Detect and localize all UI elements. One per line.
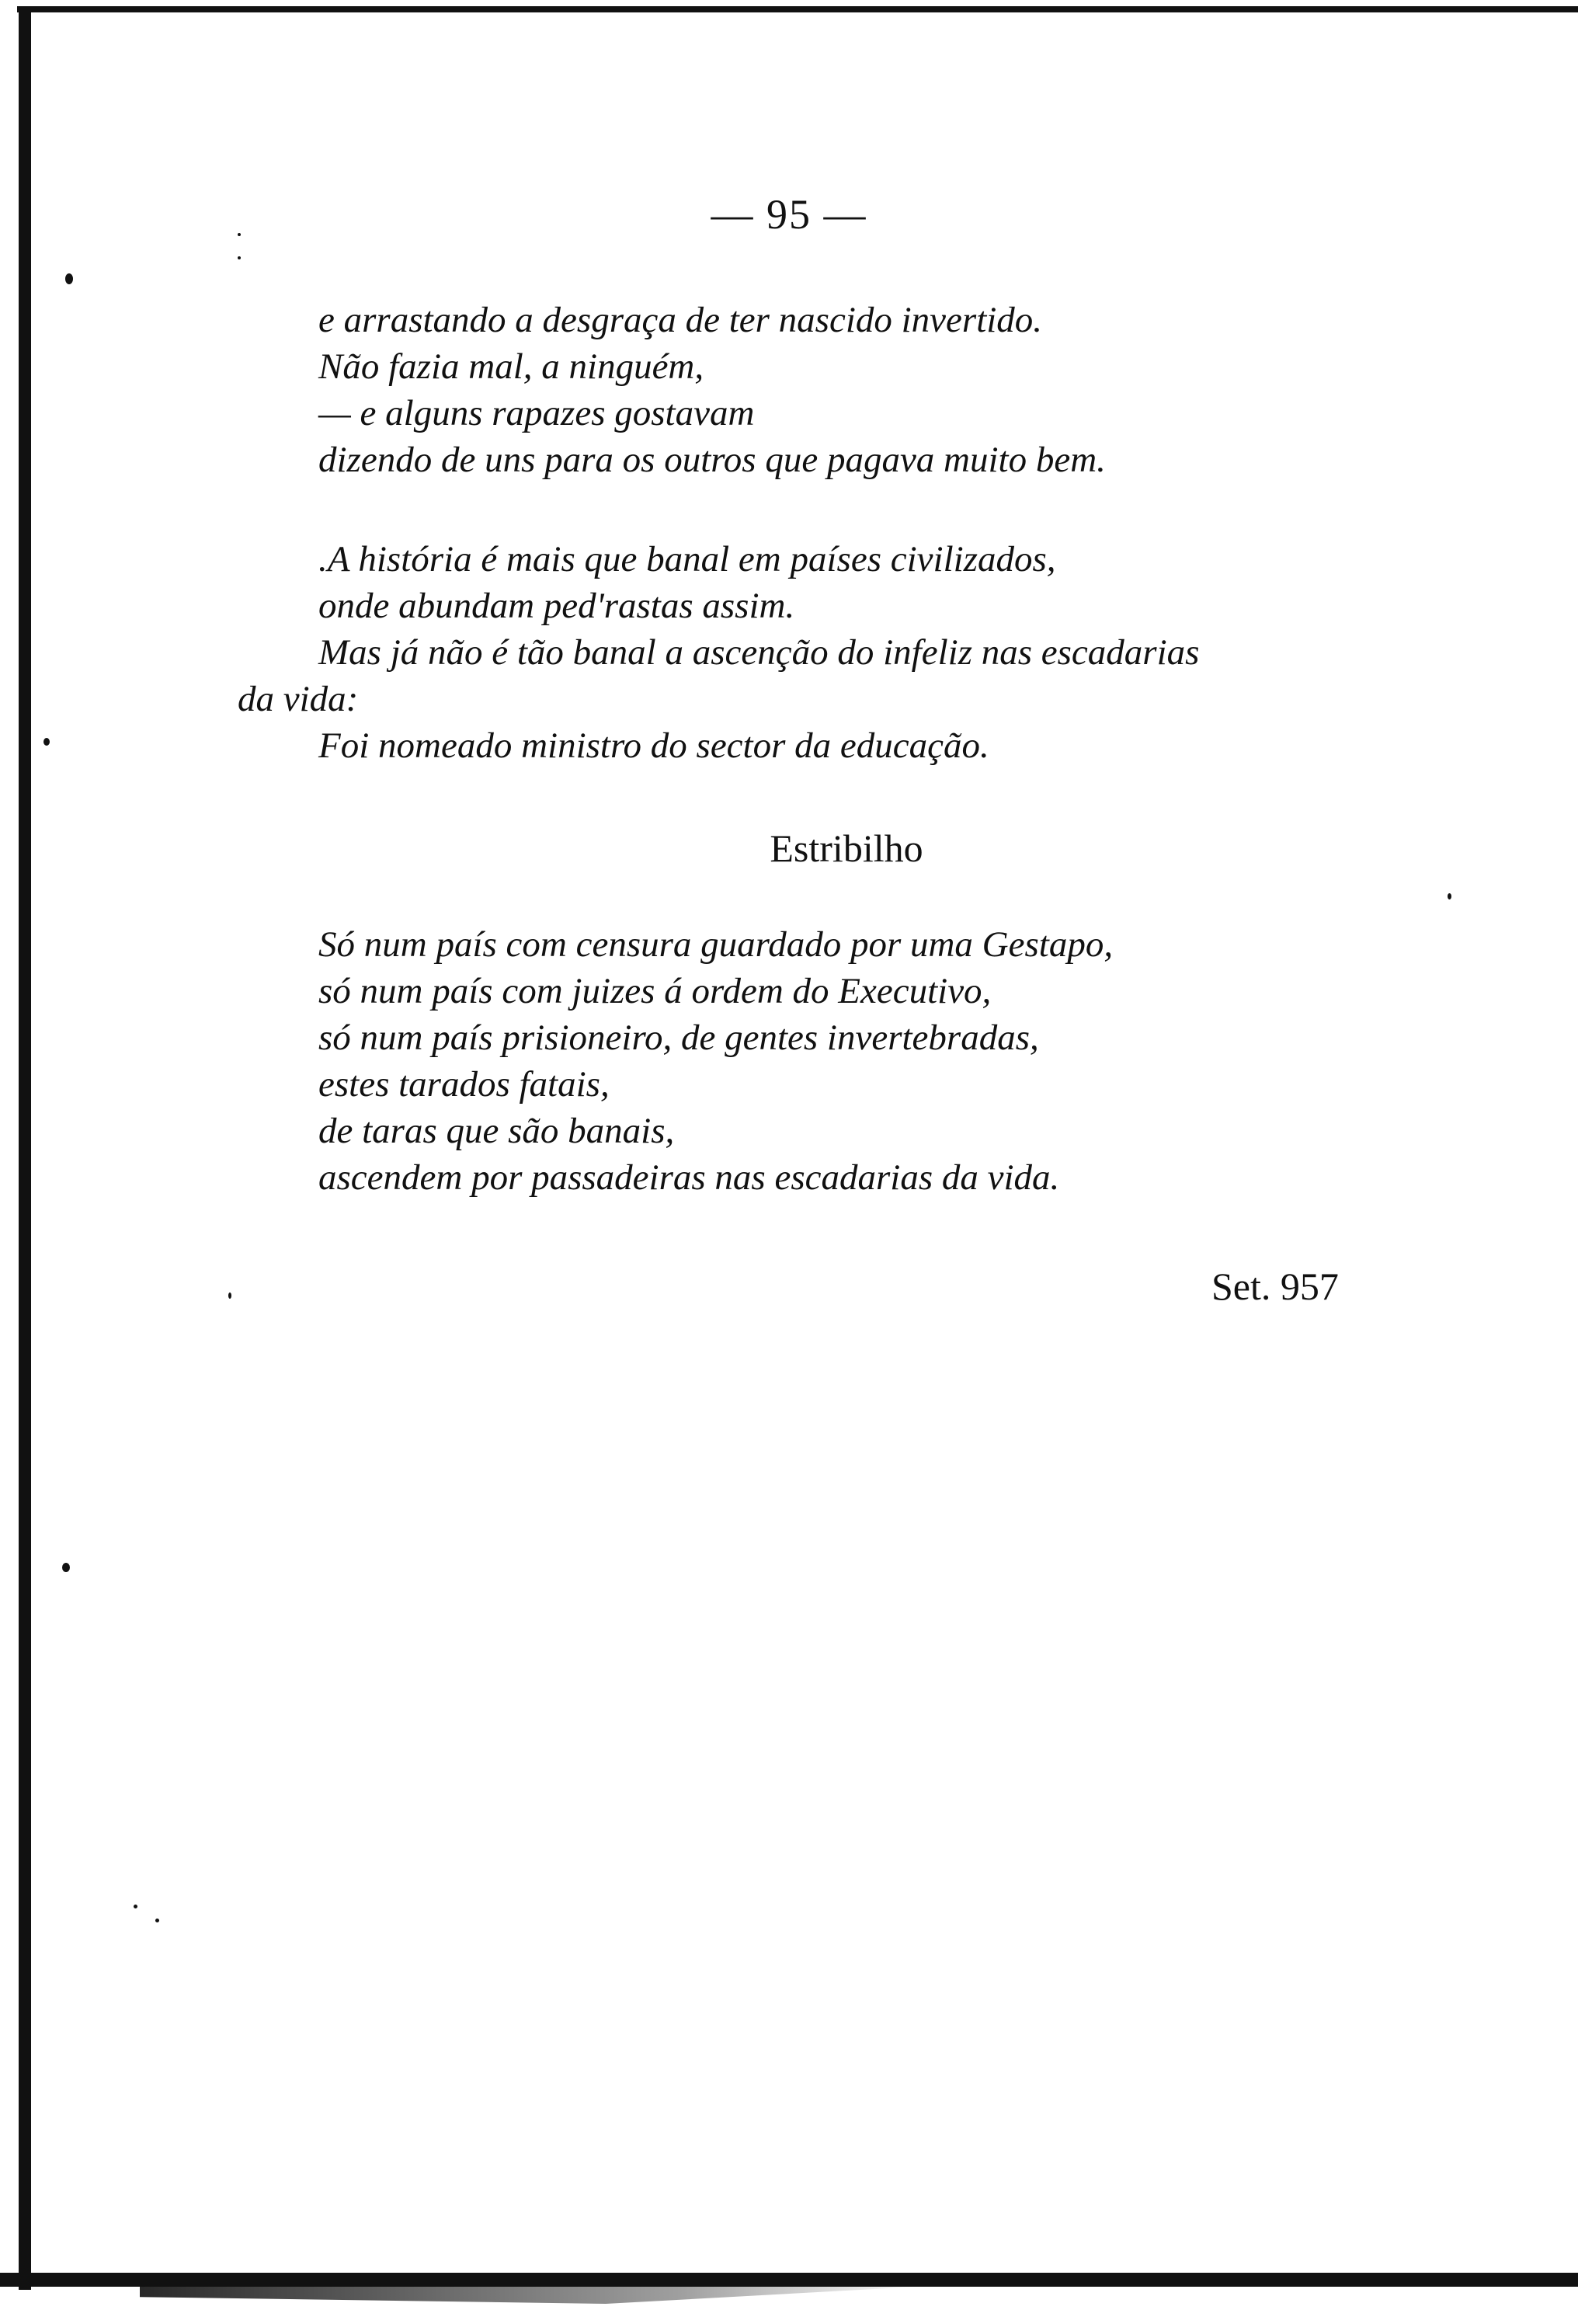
verse-line: Mas já não é tão banal a ascenção do infeliz nas escadarias [318,632,1200,673]
refrain-title: Estribilho [770,826,923,870]
stanza-1 [318,297,1106,483]
verse-line: — e alguns rapazes gostavam [318,393,755,433]
verse-line: onde abundam ped'rastas assim. [318,586,795,626]
scan-speck [238,256,241,259]
scan-speck [62,1563,70,1572]
scan-speck [1448,893,1451,899]
verse-line: Só num país com censura guardado por uma Gestapo, [318,924,1114,965]
scan-smear [140,2287,916,2304]
verse-line: e arrastando a desgraça de ter nascido invertido. [318,300,1043,340]
scan-border-bottom [0,2273,1578,2287]
scan-speck [65,273,73,284]
scan-speck [134,1905,137,1908]
scan-border-top [17,6,1578,12]
verse-line: de taras que são banais, [318,1111,675,1151]
scan-speck [228,1292,231,1299]
verse-line: da vida: [238,679,359,719]
verse-line: dizendo de uns para os outros que pagava muito bem. [318,440,1106,480]
verse-line: .A história é mais que banal em países civilizados, [318,539,1056,579]
verse-line: ascendem por passadeiras nas escadarias da vida. [318,1157,1060,1198]
scan-speck [155,1919,159,1922]
verse-line: Foi nomeado ministro do sector da educação. [318,725,989,766]
scan-border-left [19,6,31,2290]
verse-line: só num país com juizes á ordem do Executivo, [318,971,992,1011]
scan-speck [43,738,50,746]
stanza-2 [238,536,1200,769]
verse-line: só num país prisioneiro, de gentes invertebradas, [318,1018,1039,1058]
verse-line: estes tarados fatais, [318,1064,610,1105]
verse-line: Não fazia mal, a ninguém, [318,346,704,387]
date-signature: Set. 957 [1211,1265,1339,1308]
stanza-refrain [318,921,1113,1201]
page-number: — 95 — [711,191,867,238]
